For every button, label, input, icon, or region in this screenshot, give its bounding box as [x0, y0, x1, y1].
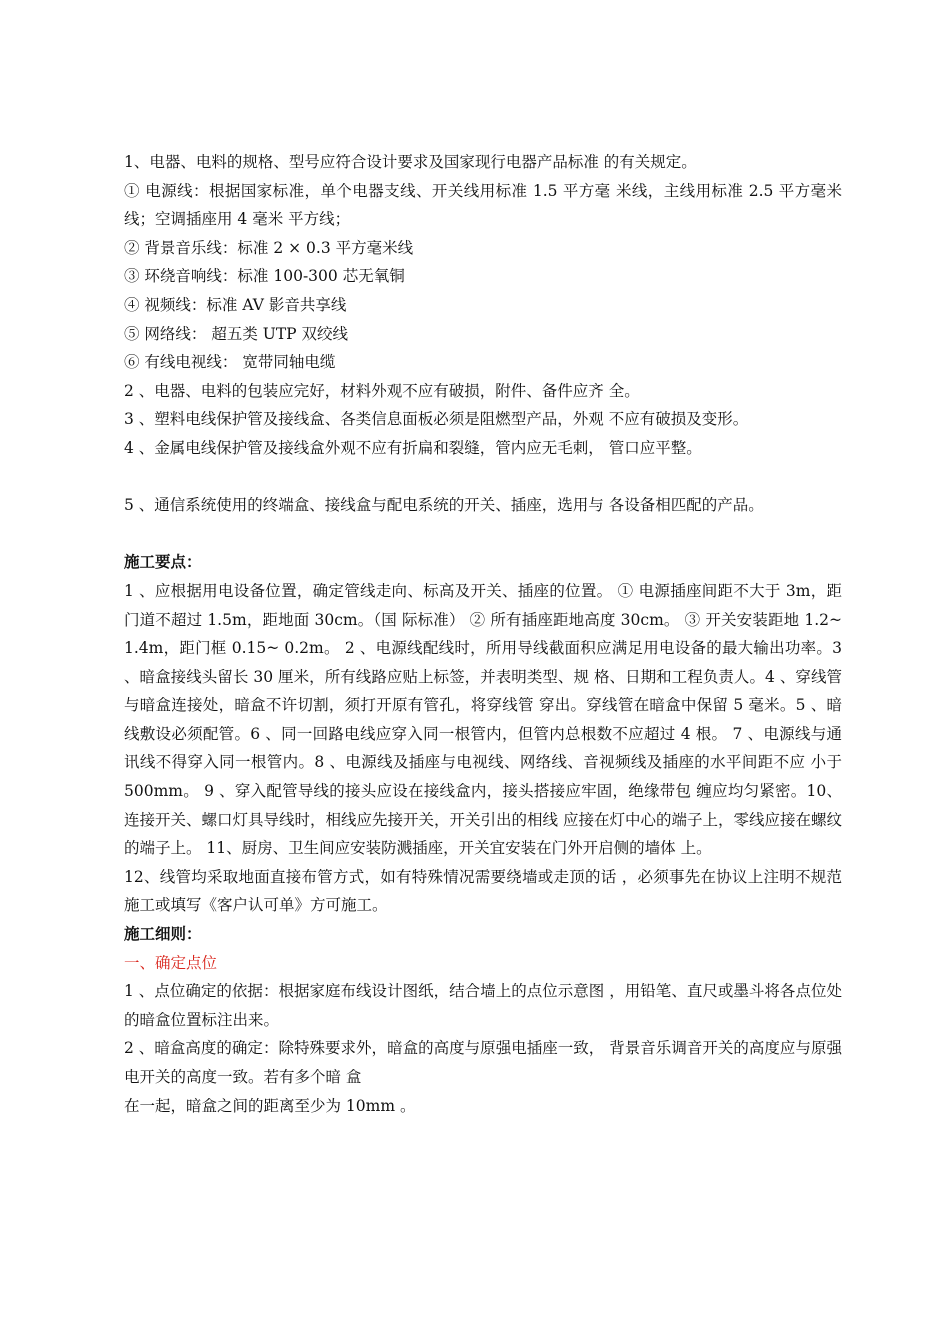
materials-item-4: 4 、金属电线保护管及接线盒外观不应有折扁和裂缝，管内应无毛刺， 管口应平整。 — [124, 438, 702, 457]
video-cable-spec: ④ 视频线：标准 AV 影音共享线 — [124, 295, 347, 314]
construction-points-heading: 施工要点： — [124, 552, 202, 572]
network-cable-spec: ⑤ 网络线： 超五类 UTP 双绞线 — [124, 324, 349, 343]
surround-speaker-cable-spec: ③ 环绕音响线：标准 100-300 芯无氧铜 — [124, 267, 405, 286]
details-item-1: 1 、点位确定的依据：根据家庭布线设计图纸，结合墙上的点位示意图 ，用铅笔、直尺或墨斗将各点位处的暗盒位置标注出来。 — [124, 982, 842, 1029]
construction-points-body: 1 、应根据用电设备位置，确定管线走向、标高及开关、插座的位置。 ① 电源插座间距不大于 3m，距门道不超过 1.5m，距地面 30cm。（国 际标准） ② 所有插座距地高度 30cm。 ③ 开关安装距地 1.2~ 1.4m，距门框 0.15~ 0.2m。 2 、电源线配线时，所用导线截面积应满足用电设备的最大输出功率。3 、暗盒接线头留长 30 厘米，所有线路应贴上标签，并表明类型、规 格、日期和工程负责人。4 、穿线管与暗盒连接处，暗盒不许切割，须打开原有管孔，将穿线管 穿出。穿线管在暗盒中保留 5 毫米。5 、暗线敷设必须配管。6 、同一回路电线应穿入同一根管内，但管内总根数不应超过 4 根。 7 、电源线与通讯线不得穿入同一根管内。8 、电源线及插座与电视线、网络线、音视频线及插座的水平间距不应 小于 500mm。 9 、穿入配管导线的接头应设在接线盒内，接头搭接应牢固，绝缘带包 缠应均匀紧密。10、连接开关、螺口灯具导线时，相线应先接开关，开关引出的相线 应接在灯中心的端子上，零线应接在螺纹的端子上。 11、厨房、卫生间应安装防溅插座，开关宜安装在门外开启侧的墙体 上。 — [124, 581, 842, 858]
materials-item-1: 1、电器、电料的规格、型号应符合设计要求及国家现行电器产品标准 的有关规定。 — [124, 153, 697, 171]
spacer — [124, 520, 842, 549]
background-music-cable-spec: ② 背景音乐线：标准 2 × 0.3 平方毫米线 — [124, 238, 414, 257]
spacer — [124, 463, 842, 492]
document-page — [124, 148, 842, 1120]
power-cable-spec: ① 电源线：根据国家标准，单个电器支线、开关线用标准 1.5 平方毫 米线，主线用标准 2.5 平方毫米线；空调插座用 4 毫米 平方线； — [124, 181, 842, 229]
materials-item-5: 5 、通信系统使用的终端盒、接线盒与配电系统的开关、插座，选用与 各设备相匹配的产品。 — [124, 496, 764, 515]
materials-item-2: 2 、电器、电料的包装应完好，材料外观不应有破损，附件、备件应齐 全。 — [124, 381, 640, 400]
construction-points-item-12: 12、线管均采取地面直接布管方式，如有特殊情况需要绕墙或走顶的话 ，必须事先在协议上注明不规范施工或填写《客户认可单》方可施工。 — [124, 867, 842, 915]
details-item-2-continued: 在一起，暗盒之间的距离至少为 10mm 。 — [124, 1096, 416, 1115]
cable-tv-spec: ⑥ 有线电视线： 宽带同轴电缆 — [124, 353, 336, 372]
determine-points-subheading: 一、确定点位 — [124, 953, 218, 972]
construction-details-heading: 施工细则： — [124, 924, 202, 944]
materials-item-3: 3 、塑料电线保护管及接线盒、各类信息面板必须是阻燃型产品，外观 不应有破损及变形。 — [124, 410, 749, 429]
details-item-2: 2 、暗盒高度的确定：除特殊要求外，暗盒的高度与原强电插座一致， 背景音乐调音开关的高度应与原强电开关的高度一致。若有多个暗 盒 — [124, 1039, 842, 1086]
